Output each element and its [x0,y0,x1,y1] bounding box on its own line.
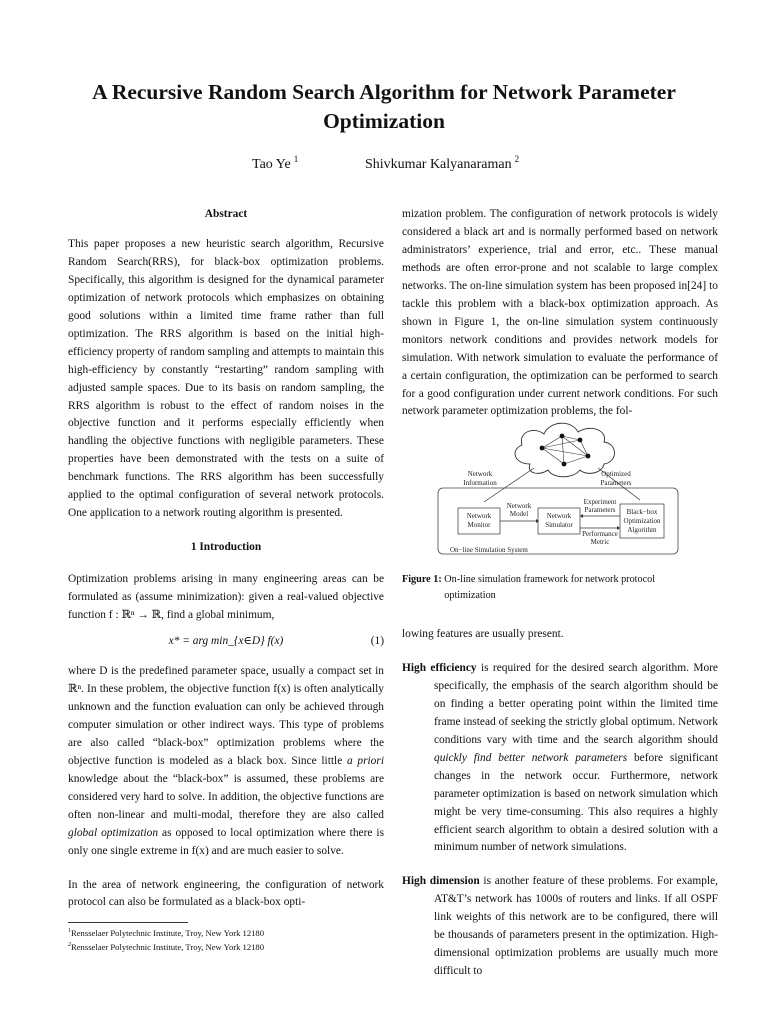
label-network-info-2: Information [463,479,497,487]
label-model-1: Network [506,502,532,510]
text-run: before significant changes in the network occur. Furthermore, network parameter optimization is based on network simulation which might be very time-consuming. This also requires a highly efficient search algorithm to obtain a desired solution with a minimum number of network simulations. [434,751,718,854]
author-1 [252,150,298,174]
left-column [68,206,384,912]
label-exp-1: Experiment [583,498,617,506]
network-simulator-label-2: Simulator [545,521,573,529]
text-run: knowledge about the “black-box” is assumed, these problems are considered very hard to solve. In addition, the objective functions are often non-linear and multi-modal, therefore they are also called [68,772,384,821]
equation-number: (1) [370,635,384,648]
equation-1 [68,633,384,655]
bbo-label-3: Algorithm [627,526,657,534]
footnote-mark: 1 [68,928,71,934]
right-paragraph-2: lowing features are usually present. [402,628,564,640]
figure-1 [402,412,718,572]
term-high-efficiency: High efficiency [402,661,477,674]
network-monitor-label-1: Network [466,512,492,520]
footnote-rule [68,922,188,923]
text-run: is required for the desired search algorithm. More specifically, the emphasis of the search algorithm should be on finding a better operating point within the limited time frame instead of seeking the strictly global optimum. Network conditions vary with time and the search algorithm should [434,661,718,746]
feature-high-dimension [402,873,718,981]
text-run: as opposed to local optimization where there is only one single extreme in f(x) and are much easier to solve. [68,826,385,857]
arrowhead [580,514,583,518]
caption-text: On-line simulation framework for network protocol optimization [444,574,656,601]
emphasis-global-optimization: global optimization [68,826,159,839]
right-column-bottom [402,626,718,981]
author-name: Shivkumar Kalyanaraman [365,157,512,172]
right-column-top [402,206,718,421]
system-label: On−line Simulation System [450,546,528,554]
author-name: Tao Ye [252,157,291,172]
intro-paragraph-2 [68,663,384,860]
text-run: where D is the predefined parameter space, usually a compact set in ℝⁿ. In these problem, the objective function f(x) is often analytically unknown and the function evaluation can only be achieved through computer simulation or other indirect ways. This type of problems are also called “black-box” optimization problems where the objective function is modeled as a black box. Since little [68,665,384,767]
bbo-label-1: Black−box [626,508,658,516]
feature-high-efficiency [402,660,718,857]
network-cloud [515,423,614,477]
intro-paragraph-3: In the area of network engineering, the configuration of network protocol can also be formulated as a black-box opti- [68,878,384,909]
abstract-text: This paper proposes a new heuristic search algorithm, Recursive Random Search(RRS), for black-box optimization problems. Specifically, this algorithm is designed for the dynamical parameter optimization of network protocols which emphasizes on obtaining good solutions within a limited time frame rather than full optimization. The RRS algorithm is based on the initial high-efficiency property of random sampling and attempts to maintain this high-efficiency by constantly “restarting” random sampling with adjusted sample spaces. Due to its basis on random sampling, the RRS algorithm is robust to the effect of random noises in the objective function and it performs especially efficiently when handling the objective functions with negligible parameters. These properties have been demonstrated with the tests on a suite of benchmark functions. The RRS algorithm has been successfully applied to the optimal configuration of several network protocols. One application to a network routing algorithm is presented. [68,237,384,520]
footnote-mark: 2 [68,941,71,948]
intro-heading: 1 Introduction [190,541,262,554]
label-opt-params-2: Parameters [600,479,632,487]
text-run: is another feature of these problems. For example, AT&T’s network has 1000s of routers and links. If all OSPF link weights of this network are to be configured, there will be thousands of parameters present in the optimization. High-dimensional optimization problems are usually much more difficult to [434,875,718,978]
author-mark: 1 [293,154,299,164]
right-paragraph-1: mization problem. The configuration of network protocols is widely considered a black art and is normally performed based on network administrators’ experience, trial and error, etc.. These manual methods are often error-prone and not scalable to large complex networks. The on-line simulation system has been proposed in[24] to tackle this problem with a black-box optimization approach. As shown in Figure 1, the on-line simulation system continuously monitors network conditions and provides network models for simulation. With network simulation to evaluate the performance of a certain configuration, the optimization can be performed to search for a good configuration under current network conditions. For such network parameter optimization problems, the fol- [402,208,718,418]
label-perf-2: Metric [590,538,610,546]
caption-label: Figure 1: [402,574,442,585]
figure-1-caption [402,572,718,604]
emphasis-a-priori: a priori [346,754,384,767]
author-mark: 2 [514,154,520,164]
label-exp-2: Parameters [584,506,616,514]
abstract-heading: Abstract [204,208,248,220]
paper-title [60,78,708,136]
label-model-2: Model [509,510,529,518]
label-perf-1: Performance [582,530,618,538]
network-monitor-label-2: Monitor [467,521,491,529]
title-line-2: Optimization [323,109,445,133]
figure-1-diagram [402,412,718,572]
bbo-label-2: Optimization [623,517,661,525]
label-opt-params-1: Optimized [601,470,631,478]
footnote-text: Rensselaer Polytechnic Institute, Troy, New York 12180 [71,941,265,952]
footnote-1 [68,925,384,939]
network-simulator-label-1: Network [546,512,572,520]
footnote-2 [68,939,384,953]
label-network-info-1: Network [467,470,493,478]
author-2 [365,150,519,174]
footnote-text: Rensselaer Polytechnic Institute, Troy, New York 12180 [71,927,265,938]
term-high-dimension: High dimension [402,875,480,888]
intro-paragraph-1: Optimization problems arising in many engineering areas can be formulated as (assume minimization): given a real-valued objective function f : ℝⁿ → ℝ, find a global minimum, [68,573,384,622]
title-line-1: A Recursive Random Search Algorithm for Network Parameter [92,80,676,104]
footnotes [68,922,384,953]
emphasis-quickly-find: quickly find better network parameters [434,751,628,764]
equation-body: x* = arg min_{x∈D} f(x) [168,635,284,648]
